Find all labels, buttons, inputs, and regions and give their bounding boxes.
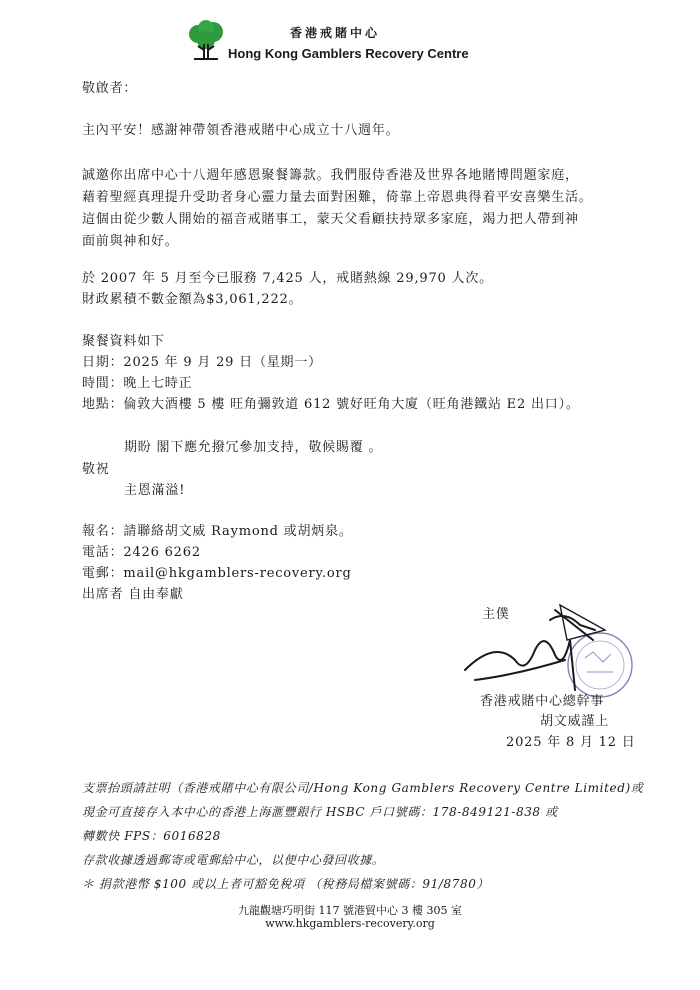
body-line: 面前與神和好。 — [82, 234, 179, 249]
event-title: 聚餐資料如下 — [82, 334, 165, 349]
stats-line-finance: 財政累積不數金額為$3,061,222。 — [82, 292, 303, 307]
body-line: 藉着聖經真理提升受助者身心靈力量去面對困難，倚靠上帝恩典得着平安喜樂生活。 — [82, 190, 593, 205]
body-line: 這個由從少數人開始的福音戒賭事工，蒙天父看顧扶持眾多家庭，竭力把人帶到神 — [82, 212, 579, 227]
note-cheque: 支票抬頭請註明（香港戒賭中心有限公司/Hong Kong Gamblers Recovery Centre Limited)或 — [82, 781, 644, 795]
signature-title: 香港戒賭中心總幹事 — [480, 694, 605, 709]
signature-name: 胡文威謹上 — [540, 714, 610, 729]
footer-address: 九龍觀塘巧明街 117 號港貿中心 3 樓 305 室 — [238, 904, 462, 917]
attendee-note: 出席者 自由奉獻 — [82, 587, 184, 602]
event-date: 日期：2025 年 9 月 29 日（星期一） — [82, 355, 322, 370]
hope-line: 期盼 閣下應允撥冗參加支持，敬候賜覆 。 — [124, 440, 383, 455]
org-name-english: Hong Kong Gamblers Recovery Centre — [228, 46, 469, 61]
stats-line-service: 於 2007 年 5 月至今已服務 7,425 人，戒賭熱線 29,970 人次。 — [82, 271, 493, 286]
note-receipt: 存款收據透過郵寄或電郵給中心，以便中心發回收據。 — [82, 853, 385, 867]
blessing: 主恩滿溢! — [124, 483, 186, 498]
salutation: 敬啟者： — [82, 81, 138, 96]
note-fps: 轉數快 FPS：6016828 — [82, 829, 221, 843]
email: 電郵：mail@hkgamblers-recovery.org — [82, 566, 352, 581]
invitation-paragraph — [82, 165, 642, 253]
signature-servant: 主僕 — [482, 607, 510, 622]
greeting: 主內平安！感謝神帶領香港戒賭中心成立十八週年。 — [82, 123, 400, 138]
footer-website: www.hkgamblers-recovery.org — [265, 917, 435, 930]
event-time: 時間：晚上七時正 — [82, 376, 193, 391]
registration-contact: 報名：請聯絡胡文威 Raymond 或胡炳泉。 — [82, 524, 353, 539]
closing: 敬祝 — [82, 462, 110, 477]
note-tax-deduction: ＊ 捐款港幣 $100 或以上者可豁免稅項 （稅務局檔案號碼：91/8780） — [82, 877, 490, 891]
org-name-chinese: 香港戒賭中心 — [290, 26, 381, 40]
body-line: 誠邀你出席中心十八週年感恩聚餐籌款。我們服侍香港及世界各地賭博問題家庭， — [82, 168, 579, 183]
event-venue: 地點：倫敦大酒樓 5 樓 旺角彌敦道 612 號好旺角大廈（旺角港鐵站 E2 出口）。 — [82, 397, 580, 412]
phone: 電話：2426 6262 — [82, 545, 201, 560]
note-bank-account: 現金可直接存入本中心的香港上海滙豐銀行 HSBC 戶口號碼：178-849121-838 或 — [82, 805, 558, 819]
tree-logo-icon — [186, 20, 226, 64]
signature-date: 2025 年 8 月 12 日 — [506, 735, 636, 750]
